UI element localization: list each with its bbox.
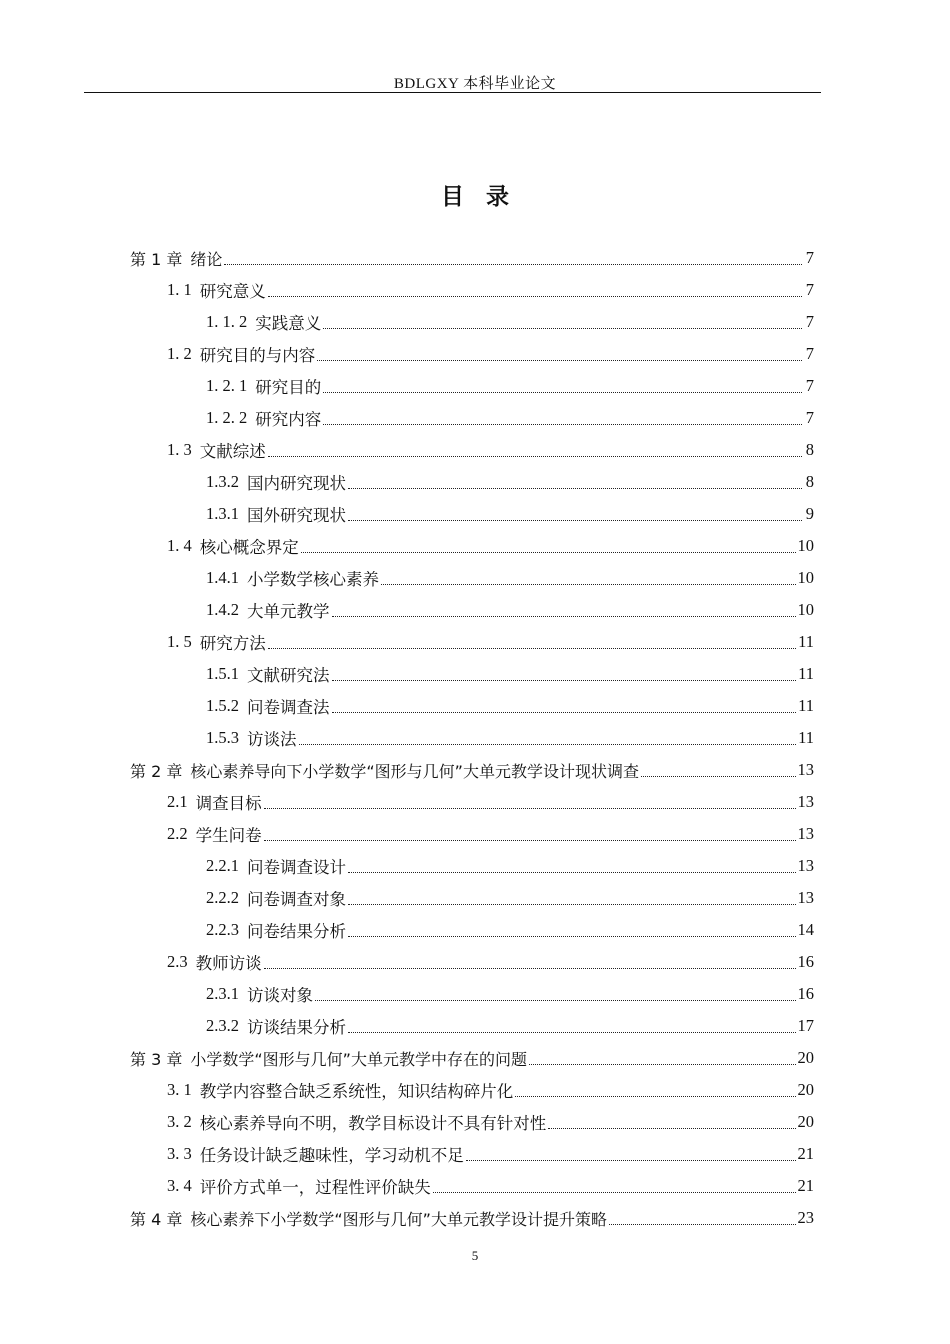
toc-entry-title: 研究目的 [255,378,322,397]
toc-entry[interactable] [130,402,814,434]
toc-entry-number: 1. 1 [167,280,192,299]
dot-leader [268,456,802,457]
toc-entry[interactable] [130,242,814,274]
toc-entry-page: 7 [805,344,814,363]
toc-entry[interactable] [130,1106,814,1138]
toc-entry-title: 评价方式单一，过程性评价缺失 [199,1178,431,1197]
toc-entry-number: 2.2.2 [206,888,239,907]
toc-entry-title: 核心素养下小学数学“图形与几何”大单元教学设计提升策略 [190,1209,607,1229]
dot-leader [515,1096,795,1097]
toc-entry-number: 1. 1. 2 [206,312,248,331]
toc-entry-number: 1. 5 [167,632,192,651]
dot-leader [323,424,802,425]
page-header: BDLGXY 本科毕业论文 [393,76,557,92]
toc-entry[interactable] [130,1010,814,1042]
toc-entry[interactable] [130,626,814,658]
toc-entry-page: 10 [797,568,814,587]
toc-entry-page: 13 [797,824,814,843]
toc-entry-page: 13 [797,760,814,779]
table-of-contents [130,242,814,1234]
toc-entry-number: 1.5.3 [206,728,239,747]
toc-entry-title: 研究内容 [255,410,322,429]
toc-entry-title: 问卷调查对象 [247,890,346,909]
toc-entry-number: 2.2.3 [206,920,239,939]
toc-entry[interactable] [130,370,814,402]
dot-leader [268,648,796,649]
toc-entry[interactable] [130,882,814,914]
toc-entry-title: 问卷调查法 [247,698,330,717]
dot-leader [264,968,796,969]
toc-entry-number: 1.5.1 [206,664,239,683]
toc-entry-number: 第 2 章 [130,761,183,781]
toc-entry-page: 20 [797,1080,814,1099]
toc-entry-title: 小学数学“图形与几何”大单元教学中存在的问题 [190,1049,527,1069]
toc-entry-title: 访谈对象 [247,986,313,1005]
toc-entry-page: 9 [805,504,814,523]
toc-entry[interactable] [130,1170,814,1202]
toc-entry-page: 11 [798,696,814,715]
dot-leader [348,1032,796,1033]
toc-entry-title: 国内研究现状 [247,474,346,493]
toc-entry-title: 研究目的与内容 [199,346,316,365]
toc-entry-number: 1. 4 [167,536,192,555]
toc-entry[interactable] [130,722,814,754]
toc-entry[interactable] [130,466,814,498]
toc-entry[interactable] [130,946,814,978]
toc-entry-title: 研究意义 [199,282,266,301]
dot-leader [315,1000,796,1001]
toc-entry-number: 2.3.1 [206,984,239,1003]
toc-entry-title: 问卷调查设计 [247,858,346,877]
toc-entry-number: 2.1 [167,792,188,811]
toc-entry-number: 3. 3 [167,1144,192,1163]
dot-leader [641,776,796,777]
toc-entry-number: 2.2.1 [206,856,239,875]
dot-leader [323,328,802,329]
header-rule [84,92,821,93]
toc-entry-number: 第 3 章 [130,1049,183,1069]
toc-entry-title: 国外研究现状 [247,506,346,525]
toc-entry-number: 2.2 [167,824,188,843]
toc-entry-number: 第 1 章 [130,249,183,269]
toc-entry-page: 11 [798,664,814,683]
toc-entry-title: 问卷结果分析 [247,922,346,941]
toc-entry[interactable] [130,530,814,562]
toc-entry-title: 大单元教学 [247,602,330,621]
toc-entry-title: 访谈结果分析 [247,1018,346,1037]
toc-entry[interactable] [130,658,814,690]
dot-leader [332,680,797,681]
toc-entry-number: 1. 2 [167,344,192,363]
toc-entry-number: 3. 4 [167,1176,192,1195]
toc-entry-title: 核心素养导向下小学数学“图形与几何”大单元教学设计现状调查 [190,761,639,781]
toc-entry-number: 1.3.1 [206,504,239,523]
dot-leader [529,1064,796,1065]
dot-leader [348,520,802,521]
toc-title: 目录 [441,184,531,210]
toc-entry-title: 核心概念界定 [199,538,299,557]
toc-entry-title: 核心素养导向不明，教学目标设计不具有针对性 [199,1114,547,1133]
dot-leader [323,392,802,393]
toc-entry-number: 第 4 章 [130,1209,183,1229]
toc-entry[interactable] [130,594,814,626]
toc-entry-page: 7 [805,280,814,299]
toc-entry-page: 8 [805,472,814,491]
toc-entry-page: 10 [797,600,814,619]
dot-leader [348,936,796,937]
dot-leader [317,360,802,361]
toc-entry[interactable] [130,274,814,306]
dot-leader [381,584,796,585]
toc-entry-title: 教学内容整合缺乏系统性，知识结构碎片化 [199,1082,514,1101]
toc-entry-page: 21 [797,1176,814,1195]
toc-entry-title: 绪论 [190,249,223,269]
toc-entry-number: 3. 1 [167,1080,192,1099]
toc-entry[interactable] [130,338,814,370]
toc-entry-title: 实践意义 [255,314,322,333]
toc-entry-number: 1. 2. 1 [206,376,248,395]
toc-entry[interactable] [130,434,814,466]
toc-entry[interactable] [130,306,814,338]
toc-entry-page: 20 [797,1048,814,1067]
toc-entry[interactable] [130,1074,814,1106]
toc-entry-page: 17 [797,1016,814,1035]
toc-entry-title: 任务设计缺乏趣味性，学习动机不足 [199,1146,464,1165]
dot-leader [299,744,797,745]
toc-entry-title: 调查目标 [195,794,262,813]
toc-entry-page: 7 [805,376,814,395]
dot-leader [433,1192,796,1193]
toc-entry-title: 研究方法 [199,634,266,653]
toc-entry[interactable] [130,498,814,530]
toc-entry-title: 学生问卷 [195,826,262,845]
dot-leader [224,264,802,265]
toc-entry[interactable] [130,850,814,882]
toc-entry-title: 文献综述 [199,442,266,461]
page-number: 5 [471,1248,479,1263]
toc-entry-page: 13 [797,888,814,907]
toc-entry-page: 7 [805,312,814,331]
toc-entry-number: 2.3.2 [206,1016,239,1035]
toc-entry[interactable] [130,1042,814,1074]
toc-entry-number: 1. 2. 2 [206,408,248,427]
dot-leader [264,840,796,841]
toc-entry-page: 23 [797,1208,814,1227]
toc-entry[interactable] [130,562,814,594]
toc-entry-number: 1.4.2 [206,600,239,619]
toc-entry-page: 21 [797,1144,814,1163]
toc-entry-title: 文献研究法 [247,666,330,685]
dot-leader [609,1224,796,1225]
toc-entry-page: 16 [797,952,814,971]
toc-entry-page: 11 [798,728,814,747]
toc-entry[interactable] [130,754,814,786]
toc-entry[interactable] [130,914,814,946]
dot-leader [268,296,802,297]
toc-entry-page: 20 [797,1112,814,1131]
toc-entry-page: 7 [805,408,814,427]
dot-leader [332,616,796,617]
toc-entry-page: 8 [805,440,814,459]
toc-entry-page: 7 [805,248,814,267]
toc-entry[interactable] [130,818,814,850]
toc-entry[interactable] [130,786,814,818]
dot-leader [264,808,796,809]
dot-leader [301,552,796,553]
toc-entry-number: 1.4.1 [206,568,239,587]
toc-entry-page: 14 [797,920,814,939]
toc-entry[interactable] [130,1138,814,1170]
toc-entry-page: 13 [797,856,814,875]
toc-entry-title: 小学数学核心素养 [247,570,379,589]
dot-leader [548,1128,795,1129]
dot-leader [348,872,796,873]
dot-leader [348,904,796,905]
toc-entry[interactable] [130,690,814,722]
toc-entry-page: 10 [797,536,814,555]
toc-entry[interactable] [130,978,814,1010]
toc-entry-title: 访谈法 [247,730,297,749]
dot-leader [466,1160,796,1161]
toc-entry-number: 1.3.2 [206,472,239,491]
toc-entry-number: 1.5.2 [206,696,239,715]
toc-entry-number: 1. 3 [167,440,192,459]
toc-entry[interactable] [130,1202,814,1234]
toc-entry-title: 教师访谈 [195,954,262,973]
toc-entry-page: 16 [797,984,814,1003]
toc-entry-number: 2.3 [167,952,188,971]
dot-leader [332,712,797,713]
toc-entry-page: 13 [797,792,814,811]
toc-entry-number: 3. 2 [167,1112,192,1131]
dot-leader [348,488,802,489]
toc-entry-page: 11 [798,632,814,651]
